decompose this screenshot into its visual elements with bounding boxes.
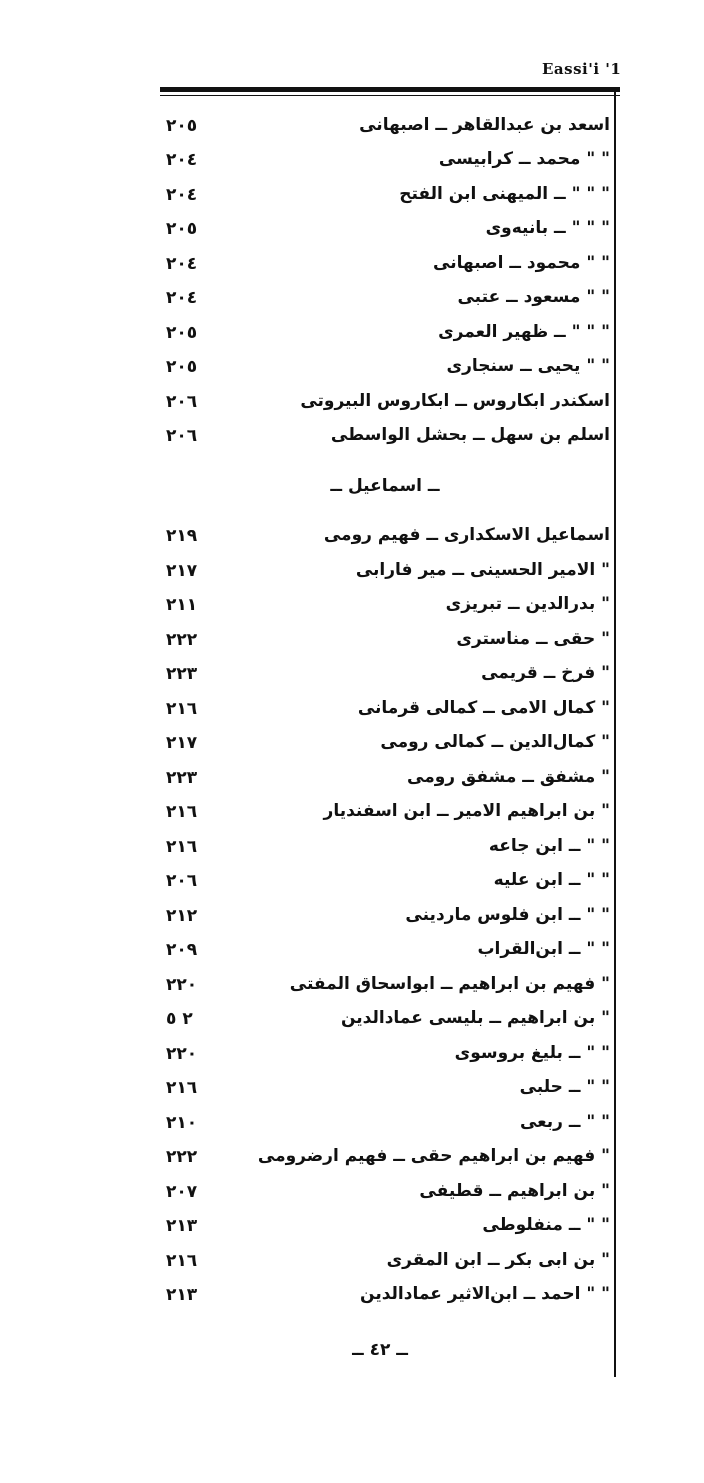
entry-name: " فرخ ــ قريمى xyxy=(481,663,610,683)
index-entry xyxy=(160,625,610,659)
entry-page: ٢٢٠ xyxy=(166,1044,198,1064)
entry-page: ٢٢٣ xyxy=(166,664,198,684)
index-entry xyxy=(160,521,610,555)
entry-page: ٢١١ xyxy=(166,595,198,615)
entry-page: ٢٠٦ xyxy=(166,426,198,446)
index-entry xyxy=(160,387,610,421)
entry-name: " حقى ــ مناسترى xyxy=(456,629,610,649)
index-entry xyxy=(160,421,610,455)
index-entry xyxy=(160,659,610,693)
running-head: Eassi'i '1 xyxy=(542,60,622,78)
entry-page: ٢١٦ xyxy=(166,699,198,719)
index-entry xyxy=(160,556,610,590)
entry-page: ٢٠٥ xyxy=(166,323,198,343)
index-entry xyxy=(160,1211,610,1245)
index-entry xyxy=(160,970,610,1004)
entry-name: " بن ابراهيم الامير ــ ابن اسفنديار xyxy=(323,801,610,821)
entry-page: ٢١٦ xyxy=(166,837,198,857)
entry-page: ٢٠٩ xyxy=(166,940,198,960)
index-entry xyxy=(160,1108,610,1142)
index-entry xyxy=(160,590,610,624)
entry-page: ٢٠٥ xyxy=(166,357,198,377)
entry-name: " " احمد ــ ابن‌الاثير عمادالدين xyxy=(360,1284,610,1304)
entry-name: " " ــ ربعى xyxy=(519,1112,610,1132)
index-entry xyxy=(160,1246,610,1280)
entry-page: ٢١٦ xyxy=(166,1251,198,1271)
entry-page: ٢٢٢ xyxy=(166,1147,198,1167)
entry-name: اسعد بن عبدالقاهر ــ اصبهانی xyxy=(359,115,610,135)
entry-name: " " " ــ ظهير العمرى xyxy=(438,322,610,342)
entry-name: " " مسعود ــ عتبى xyxy=(457,287,610,307)
entry-page: ٢١٠ xyxy=(166,1113,198,1133)
entry-page: ٢٢٠ xyxy=(166,975,198,995)
entry-name: " كمال الامى ــ كمالى قرمانى xyxy=(357,698,610,718)
index-entry xyxy=(160,763,610,797)
index-entry xyxy=(160,1142,610,1176)
entry-page: ٢٢٢ xyxy=(166,630,198,650)
entry-page: ٢٠٥ xyxy=(166,219,198,239)
entry-page: ٢٠٧ xyxy=(166,1182,198,1202)
entry-page: ٢١٦ xyxy=(166,802,198,822)
entry-name: " بن ابراهيم ــ قطيفى xyxy=(419,1181,610,1201)
index-entry xyxy=(160,832,610,866)
entry-page: ٢٠٤ xyxy=(166,254,198,274)
entry-page: ٢ ٥ xyxy=(166,1009,193,1029)
entry-page: ٢١٦ xyxy=(166,1078,198,1098)
entry-page: ٢١٣ xyxy=(166,1285,198,1305)
entry-name: " " محمد ــ كرابيسى xyxy=(438,149,610,169)
index-entry xyxy=(160,145,610,179)
entry-name: اسلم بن سهل ــ بحشل الواسطى xyxy=(330,425,610,445)
index-entry xyxy=(160,318,610,352)
section-heading: ــ اسماعيل ــ xyxy=(330,476,440,496)
entry-page: ٢٠٦ xyxy=(166,392,198,412)
entry-page: ٢١٧ xyxy=(166,561,198,581)
entry-page: ٢١٢ xyxy=(166,906,198,926)
entry-name: " مشفق ــ مشفق رومى xyxy=(407,767,610,787)
entry-page: ٢٠٤ xyxy=(166,185,198,205)
entry-name: " " ــ حلبى xyxy=(519,1077,610,1097)
entry-name: " كمال‌الدين ــ كمالى رومى xyxy=(380,732,610,752)
index-entry xyxy=(160,866,610,900)
entry-page: ٢٢٣ xyxy=(166,768,198,788)
index-entry xyxy=(160,1073,610,1107)
index-entry xyxy=(160,901,610,935)
index-entry xyxy=(160,1177,610,1211)
entry-name: " " " ــ الميهنى ابن الفتح xyxy=(399,184,610,204)
entry-name: " بن ابراهيم ــ بليسى عمادالدين xyxy=(340,1008,610,1028)
index-entry xyxy=(160,352,610,386)
entry-page: ٢٠٥ xyxy=(166,116,198,136)
page-number: ــ ٤٢ ــ xyxy=(352,1340,408,1360)
index-entry xyxy=(160,111,610,145)
entry-name: " " ــ ابن جاعه xyxy=(488,836,610,856)
entry-name: " " ــ ابن‌القراب xyxy=(477,939,610,959)
index-entry xyxy=(160,694,610,728)
entry-page: ٢١٩ xyxy=(166,526,198,546)
entry-page: ٢٠٦ xyxy=(166,871,198,891)
entry-name: اسكندر ابكاروس ــ ابكاروس البيروتى xyxy=(300,391,610,411)
entry-page: ٢١٣ xyxy=(166,1216,198,1236)
entry-name: " " ــ ابن فلوس ماردينى xyxy=(405,905,610,925)
index-entry xyxy=(160,1004,610,1038)
entry-page: ٢١٧ xyxy=(166,733,198,753)
entry-name: " فهيم بن ابراهيم حقى ــ فهيم ارضرومى xyxy=(257,1146,610,1166)
index-entry xyxy=(160,935,610,969)
index-entry xyxy=(160,1039,610,1073)
index-entry xyxy=(160,214,610,248)
entry-name: " بدرالدين ــ تبريزى xyxy=(445,594,610,614)
index-entry xyxy=(160,728,610,762)
entry-page: ٢٠٤ xyxy=(166,150,198,170)
entry-name: " " " ــ بانيه‌وى xyxy=(485,218,610,238)
index-entry xyxy=(160,1280,610,1314)
index-entry xyxy=(160,249,610,283)
index-entry xyxy=(160,797,610,831)
entry-name: " " ــ منفلوطى xyxy=(482,1215,610,1235)
entry-name: " الامير الحسينى ــ مير فارابى xyxy=(355,560,610,580)
entry-page: ٢٠٤ xyxy=(166,288,198,308)
entry-name: " " يحيى ــ سنجارى xyxy=(446,356,610,376)
entry-name: " " ــ ابن عليه xyxy=(493,870,610,890)
entry-name: " " ــ بليغ بروسوى xyxy=(454,1043,610,1063)
entry-name: اسماعيل الاسكدارى ــ فهيم رومى xyxy=(323,525,610,545)
entry-name: " " محمود ــ اصبهانى xyxy=(433,253,610,273)
index-entry xyxy=(160,283,610,317)
entry-name: " بن ابى بكر ــ ابن المقرى xyxy=(386,1250,610,1270)
entry-name: " فهيم بن ابراهيم ــ ابواسحاق المفتى xyxy=(289,974,610,994)
index-entry xyxy=(160,180,610,214)
